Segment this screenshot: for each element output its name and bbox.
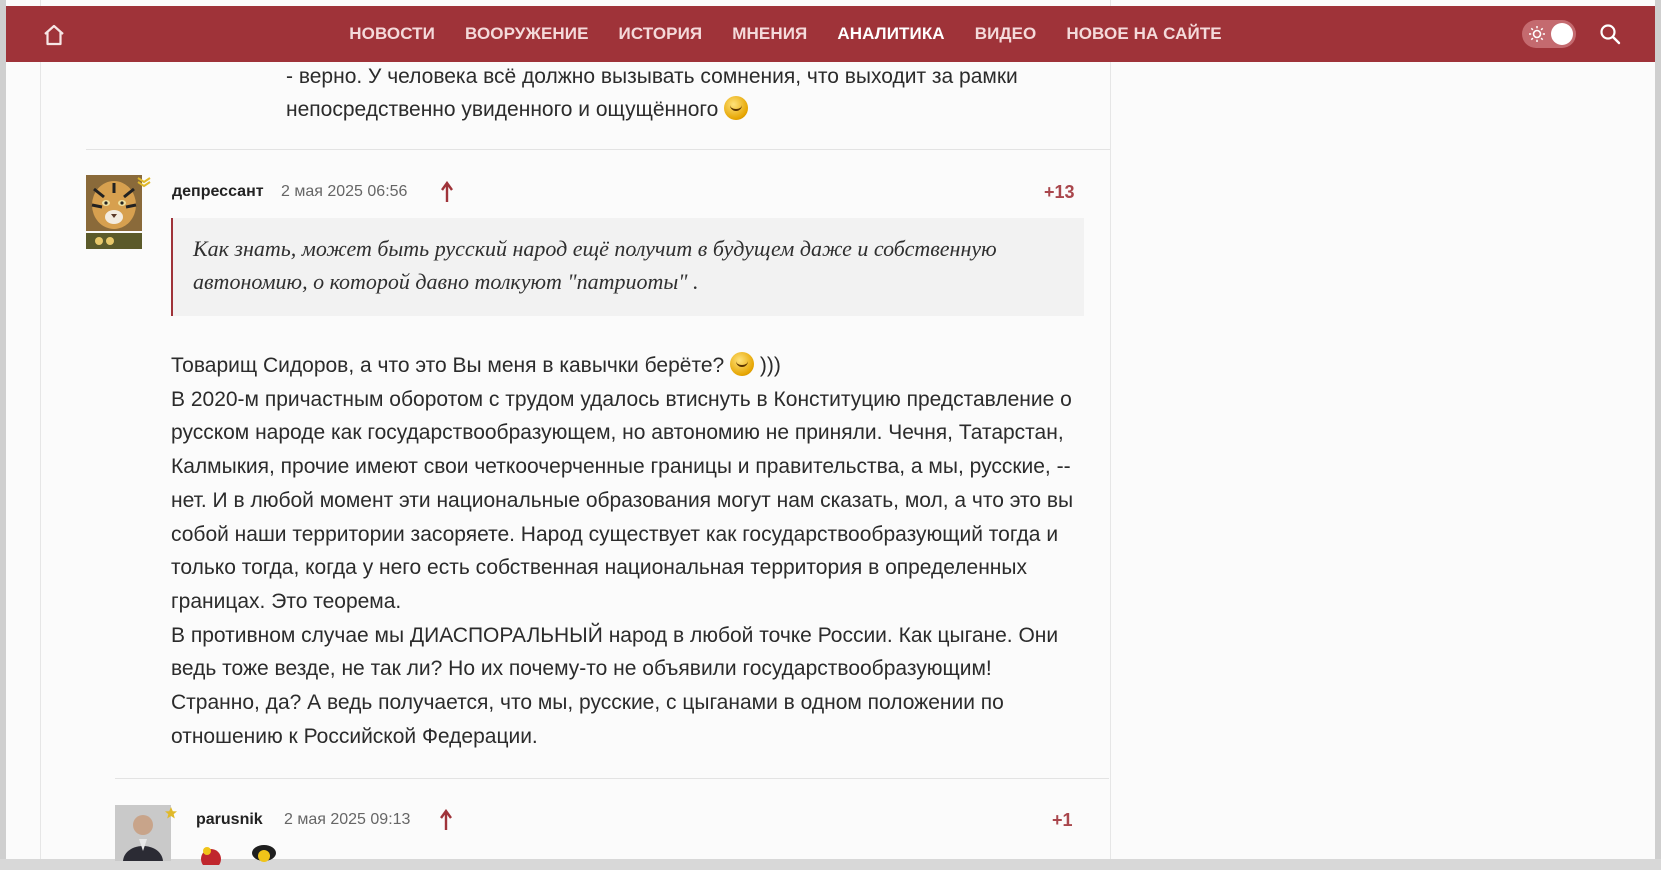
comment-divider: [115, 778, 1109, 779]
sun-icon: [1528, 25, 1546, 43]
reply-parent-arrow-icon[interactable]: [440, 181, 454, 203]
rank-star-icon: [164, 806, 178, 820]
main-menu: [6, 6, 1655, 62]
smile-emoji-icon: [724, 96, 748, 120]
toggle-knob: [1551, 23, 1573, 45]
comment-paragraph: Товарищ Сидоров, а что это Вы меня в кавычки берёте? ))): [171, 354, 781, 377]
theme-toggle[interactable]: [1522, 20, 1576, 48]
nav-link-news[interactable]: НОВОСТИ: [349, 24, 435, 43]
previous-comment-body: - верно. У человека всё должно вызывать сомнения, что выходит за рамки непосредственно увиденного и ощущённого: [286, 65, 1018, 121]
top-navigation-bar: [6, 6, 1655, 62]
comment-divider: [86, 149, 1110, 150]
reply-parent-arrow-icon[interactable]: [439, 809, 453, 831]
comment-score: +13: [1044, 182, 1075, 202]
laughing-emoji-icon: [730, 352, 754, 376]
avatar[interactable]: [115, 805, 171, 861]
rank-badge: [86, 233, 142, 249]
nav-link-video[interactable]: ВИДЕО: [974, 24, 1037, 43]
comment-paragraph: В противном случае мы ДИАСПОРАЛЬНЫЙ народ в любой точке России. Как цыгане. Они ведь тоже везде, не так ли? Но их почему-то не объявили государствообразующим! Странно, да? А ведь получается, что мы, русские, с цыганами в одном положении по отношению к Российской Федерации.: [171, 623, 1059, 748]
page-background-right: [1655, 0, 1661, 859]
nav-link-analytics[interactable]: АНАЛИТИКА: [837, 24, 945, 43]
comment-date[interactable]: 2 мая 2025 06:56: [281, 183, 408, 200]
nav-link-history[interactable]: ИСТОРИЯ: [618, 24, 703, 43]
nav-link-opinions[interactable]: МНЕНИЯ: [732, 24, 808, 43]
emoji-icon: [250, 843, 278, 863]
previous-comment-text: [286, 60, 1106, 126]
emoji-icon: [197, 845, 225, 865]
rank-star-icon: [137, 174, 151, 188]
comment-body: [171, 349, 1081, 753]
quoted-text: Как знать, может быть русский народ ещё получит в будущем даже и собственную автономию, о которой давно толкуют "патриоты" .: [171, 218, 1084, 316]
comment-paragraph: В 2020-м причастным оборотом с трудом удалось втиснуть в Конституцию представление о русском народе как государствообразующем, но автономию не приняли. Чечня, Татарстан, Калмыкия, прочие имеют свои четкоочерченные границы и правительства, а мы, русские, -- нет. И в любой момент эти национальные образования могут нам сказать, мол, а что это вы собой наши территории засоряете. Народ существует как государствообразующий тогда и только тогда, когда у него есть собственная национальная территория в определенных границах. Это теорема.: [171, 387, 1074, 613]
search-icon[interactable]: [1598, 22, 1622, 46]
avatar[interactable]: [86, 175, 142, 231]
nav-link-new-on-site[interactable]: НОВОЕ НА САЙТЕ: [1066, 24, 1222, 43]
nav-link-weapons[interactable]: ВООРУЖЕНИЕ: [464, 24, 589, 43]
comment-score: +1: [1052, 810, 1073, 830]
comment-author[interactable]: депрессант: [172, 183, 264, 200]
comment-date[interactable]: 2 мая 2025 09:13: [284, 811, 411, 828]
comment-author[interactable]: parusnik: [196, 811, 263, 828]
